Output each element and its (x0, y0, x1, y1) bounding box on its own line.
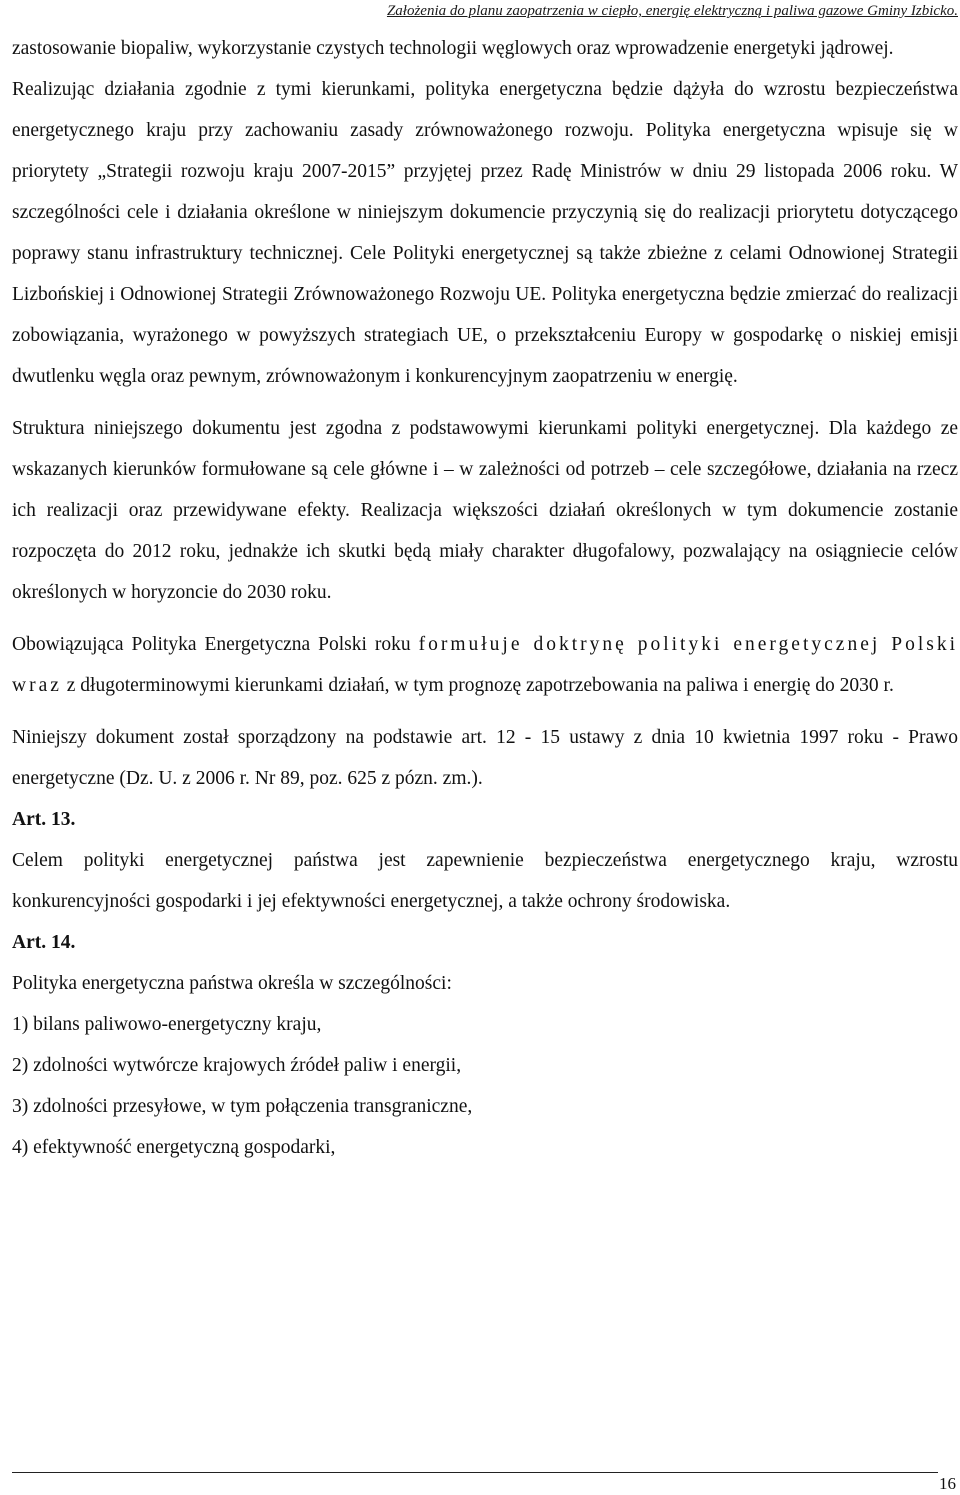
doctrine-text-spaced: formułuje doktrynę polityki energetycznej Polski wraz (12, 634, 958, 696)
document-body (12, 28, 958, 1168)
list-item: 4) efektywność energetyczną gospodarki, (12, 1137, 336, 1158)
page-number: 16 (939, 1474, 956, 1493)
document-page (12, 0, 958, 1495)
footer-rule (12, 1472, 938, 1473)
paragraph-policy-doctrine (12, 624, 958, 706)
list-item: 1) bilans paliwowo-energetyczny kraju, (12, 1014, 322, 1035)
art13-text: Celem polityki energetycznej państwa jest zapewnienie bezpieczeństwa energetycznego kraju, wzrostu konkurencyjności gospodarki i jej efektywności energetycznej, a także ochrony środowiska. (12, 850, 958, 912)
running-header: Założenia do planu zaopatrzenia w ciepło, energię elektryczną i paliwa gazowe Gminy Izbicko. (386, 3, 958, 19)
art14-heading: Art. 14. (12, 932, 76, 953)
doctrine-text-start: Obowiązująca Polityka Energetyczna Polski roku (12, 634, 419, 655)
list-item: 2) zdolności wytwórcze krajowych źródeł paliw i energii, (12, 1055, 462, 1076)
list-item: 3) zdolności przesyłowe, w tym połączenia transgraniczne, (12, 1096, 473, 1117)
paragraph-document-structure: Struktura niniejszego dokumentu jest zgodna z podstawowymi kierunkami polityki energetycznej. Dla każdego ze wskazanych kierunków formułowane są cele główne i – w zależności od potrzeb – cele szczegółowe, działania na rzecz ich realizacji oraz przewidywane efekty. Realizacja większości działań określonych w tym dokumencie zostanie rozpoczęta do 2012 roku, jednakże ich skutki będą miały charakter długofalowy, pozwalający na osiągniecie celów określonych w horyzoncie do 2030 roku. (12, 418, 958, 603)
art14-intro: Polityka energetyczna państwa określa w szczególności: (12, 973, 452, 994)
paragraph-policy-goals: Realizując działania zgodnie z tymi kierunkami, polityka energetyczna będzie dążyła do wzrostu bezpieczeństwa energetycznego kraju przy zachowaniu zasady zrównoważonego rozwoju. Polityka energetyczna wpisuje się w priorytety „Strategii rozwoju kraju 2007-2015” przyjętej przez Radę Ministrów w dniu 29 listopada 2006 roku. W szczególności cele i działania określone w niniejszym dokumencie przyczynią się do realizacji priorytetu dotyczącego poprawy stanu infrastruktury technicznej. Cele Polityki energetycznej są także zbieżne z celami Odnowionej Strategii Lizbońskiej i Odnowionej Strategii Zrównoważonego Rozwoju UE. Polityka energetyczna będzie zmierzać do realizacji zobowiązania, wyrażonego w powyższych strategiach UE, o przekształceniu Europy w gospodarkę o niskiej emisji dwutlenku węgla oraz pewnym, zrównoważonym i konkurencyjnym zaopatrzeniu w energię. (12, 79, 958, 387)
paragraph-legal-basis: Niniejszy dokument został sporządzony na podstawie art. 12 - 15 ustawy z dnia 10 kwietnia 1997 roku - Prawo energetyczne (Dz. U. z 2006 r. Nr 89, poz. 625 z pózn. zm.). (12, 727, 958, 789)
doctrine-text-end: z długoterminowymi kierunkami działań, w tym prognozę zapotrzebowania na paliwa i energię do 2030 r. (61, 675, 894, 696)
art13-heading: Art. 13. (12, 809, 76, 830)
paragraph-intro: zastosowanie biopaliw, wykorzystanie czystych technologii węglowych oraz wprowadzenie energetyki jądrowej. (12, 38, 894, 59)
art14-list (12, 1004, 958, 1168)
